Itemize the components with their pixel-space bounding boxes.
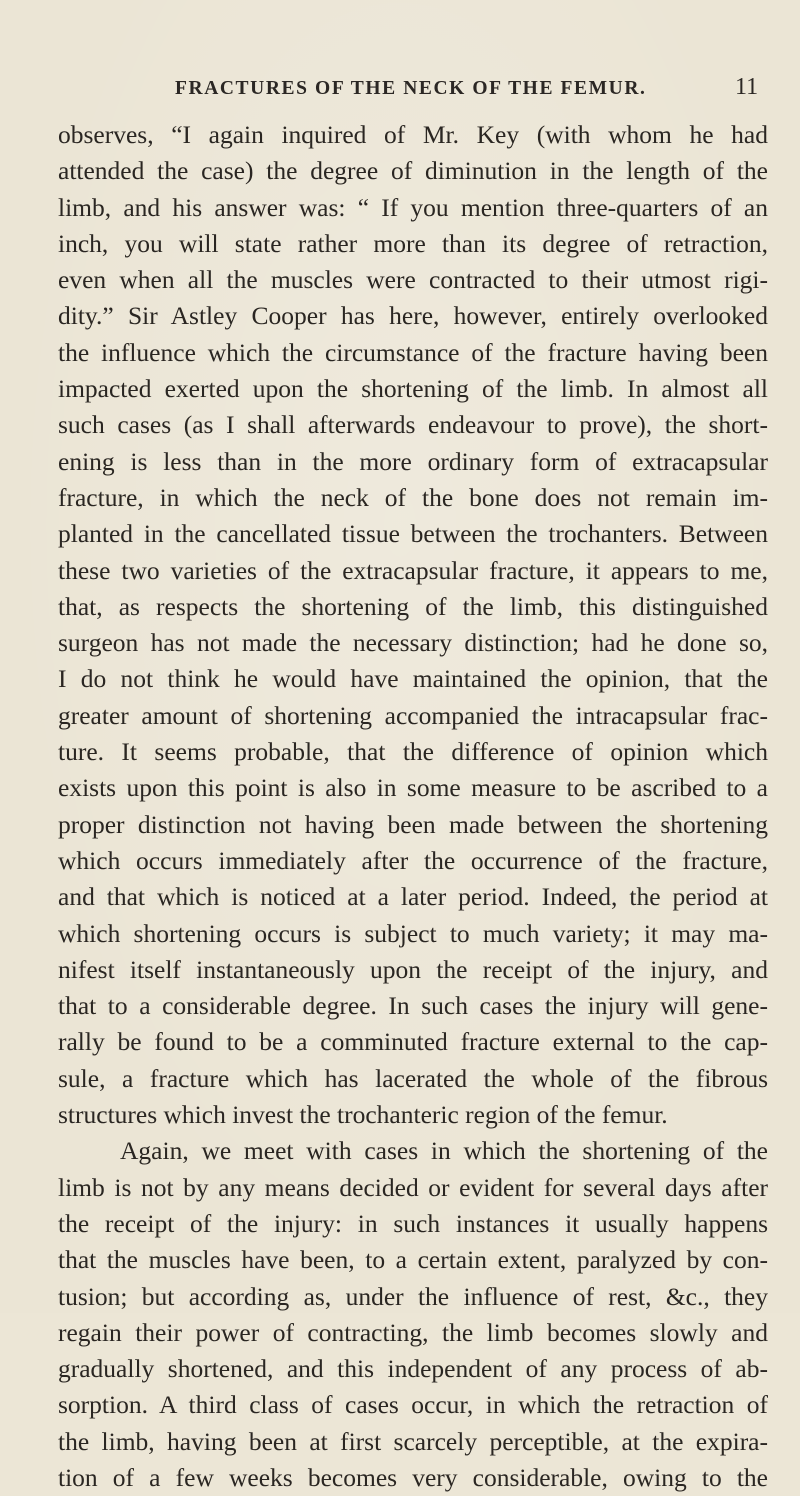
text-line: these two varieties of the extracapsular fracture, it appears to me,	[58, 555, 768, 585]
text-line: sule, a fracture which has lacerated the whole of the fibrous	[58, 1063, 768, 1093]
running-title: FRACTURES OF THE NECK OF THE FEMUR.	[175, 78, 647, 99]
text-line: surgeon has not made the necessary distinction; had he done so,	[58, 628, 768, 658]
text-line: nifest itself instantaneously upon the receipt of the injury, and	[58, 954, 768, 984]
text-line: which occurs immediately after the occurrence of the fracture,	[58, 845, 768, 875]
page-number: 11	[735, 74, 759, 100]
text-line: which shortening occurs is subject to much variety; it may ma-	[58, 918, 768, 948]
text-line: that to a considerable degree. In such cases the injury will gene-	[58, 991, 768, 1021]
text-line: greater amount of shortening accompanied the intracapsular frac-	[58, 700, 768, 730]
text-line: planted in the cancellated tissue between the trochanters. Between	[58, 519, 768, 549]
text-line: proper distinction not having been made between the shortening	[58, 809, 768, 839]
text-line: limb is not by any means decided or evident for several days after	[58, 1172, 768, 1202]
text-line: ening is less than in the more ordinary form of extracapsular	[58, 446, 768, 476]
body-text	[58, 117, 768, 1496]
text-line: tion of a few weeks becomes very considerable, owing to the	[58, 1462, 768, 1492]
paragraph-start-line: Again, we meet with cases in which the shortening of the	[120, 1136, 768, 1166]
text-line: dity.” Sir Astley Cooper has here, however, entirely overlooked	[58, 301, 768, 331]
text-line: attended the case) the degree of diminution in the length of the	[58, 156, 768, 186]
text-line: inch, you will state rather more than its degree of retraction,	[58, 228, 768, 258]
text-line: and that which is noticed at a later period. Indeed, the period at	[58, 882, 768, 912]
running-head	[0, 74, 800, 108]
text-line: regain their power of contracting, the limb becomes slowly and	[58, 1317, 768, 1347]
text-line: the influence which the circumstance of the fracture having been	[58, 337, 768, 367]
text-line: such cases (as I shall afterwards endeavour to prove), the short-	[58, 410, 768, 440]
text-line: impacted exerted upon the shortening of the limb. In almost all	[58, 374, 768, 404]
text-line: gradually shortened, and this independent of any process of ab-	[58, 1354, 768, 1384]
text-line: exists upon this point is also in some measure to be ascribed to a	[58, 773, 768, 803]
text-line: tusion; but according as, under the influence of rest, &c., they	[58, 1281, 768, 1311]
text-line: fracture, in which the neck of the bone does not remain im-	[58, 482, 768, 512]
text-line: that, as respects the shortening of the limb, this distinguished	[58, 591, 768, 621]
text-line: the limb, having been at first scarcely perceptible, at the expira-	[58, 1426, 768, 1456]
text-line: I do not think he would have maintained the opinion, that the	[58, 664, 768, 694]
text-line: structures which invest the trochanteric region of the femur.	[58, 1100, 668, 1130]
text-line: even when all the muscles were contracted to their utmost rigi-	[58, 265, 768, 295]
text-line: sorption. A third class of cases occur, in which the retraction of	[58, 1390, 768, 1420]
text-line: that the muscles have been, to a certain extent, paralyzed by con-	[58, 1245, 768, 1275]
text-line: the receipt of the injury: in such instances it usually happens	[58, 1208, 768, 1238]
text-line: ture. It seems probable, that the difference of opinion which	[58, 737, 768, 767]
text-line: limb, and his answer was: “ If you mention three-quarters of an	[58, 192, 768, 222]
text-line: rally be found to be a comminuted fracture external to the cap-	[58, 1027, 768, 1057]
text-line: observes, “I again inquired of Mr. Key (with whom he had	[58, 120, 768, 149]
